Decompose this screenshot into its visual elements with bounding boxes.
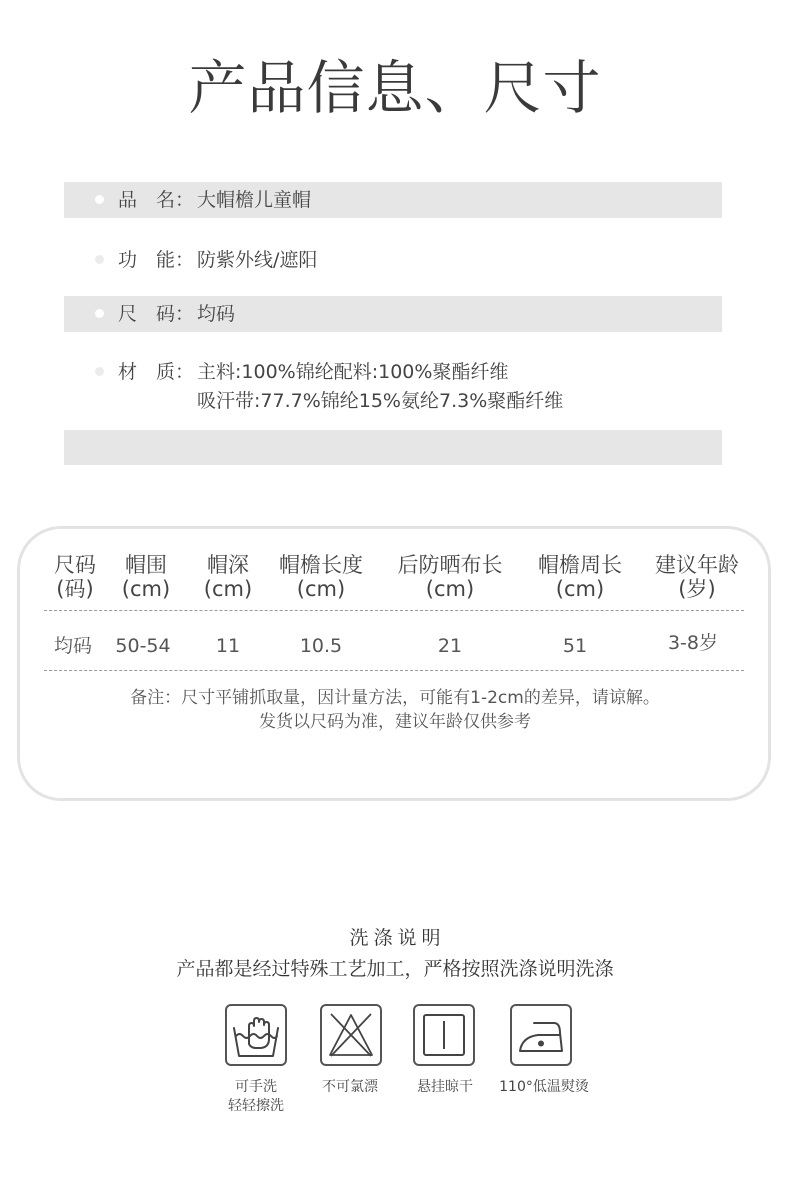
bullet-icon <box>95 367 104 376</box>
header-label: 帽深 <box>207 553 249 577</box>
table-cell: 51 <box>562 635 588 657</box>
care-label-line: 可手洗 <box>235 1079 277 1095</box>
info-label: 功 能： <box>118 249 195 271</box>
bullet-icon <box>95 255 104 264</box>
care-label <box>479 1078 609 1097</box>
header-unit: (cm) <box>555 577 605 601</box>
care-title: 洗涤说明 <box>349 927 446 949</box>
no-bleach-icon <box>320 1004 382 1066</box>
table-cell: 21 <box>437 635 463 657</box>
table-header-cell <box>642 553 752 601</box>
low-iron-icon <box>510 1004 572 1066</box>
table-header-cell <box>525 553 635 601</box>
table-cell: 11 <box>215 635 241 657</box>
bullet-icon <box>95 309 104 318</box>
table-cell: 10.5 <box>299 635 343 657</box>
info-value: 主料:100%锦纶配料:100%聚酯纤维 <box>197 361 509 383</box>
info-label: 尺 码： <box>118 303 195 325</box>
header-unit: (码) <box>56 577 94 601</box>
table-header-cell <box>266 553 376 601</box>
table-cell: 3-8岁 <box>667 632 719 654</box>
table-note: 发货以尺码为准，建议年龄仅供参考 <box>259 712 531 732</box>
care-label-line: 悬挂晾干 <box>417 1079 473 1095</box>
info-value: 均码 <box>197 303 236 325</box>
info-value: 防紫外线/遮阳 <box>197 249 318 271</box>
info-label: 材 质： <box>118 361 195 383</box>
info-label: 品 名： <box>118 189 195 211</box>
table-divider <box>44 670 744 671</box>
header-unit: (岁) <box>678 577 716 601</box>
bullet-icon <box>95 195 104 204</box>
table-note: 备注：尺寸平铺抓取量，因计量方法，可能有1-2cm的差异，请谅解。 <box>130 688 660 708</box>
info-row-function <box>0 242 790 278</box>
header-unit: (cm) <box>203 577 253 601</box>
care-label-line: 轻轻擦洗 <box>228 1098 284 1114</box>
header-unit: (cm) <box>121 577 171 601</box>
header-unit: (cm) <box>425 577 475 601</box>
header-label: 建议年龄 <box>655 553 739 577</box>
header-label: 后防晒布长 <box>397 553 503 577</box>
care-label-line: 不可氯漂 <box>322 1079 378 1095</box>
info-row-name <box>0 182 790 218</box>
hand-wash-icon <box>225 1004 287 1066</box>
info-value-line2: 吸汗带:77.7%锦纶15%氨纶7.3%聚酯纤维 <box>197 390 564 412</box>
header-label: 帽檐周长 <box>538 553 622 577</box>
care-label-line: 110°低温熨烫 <box>499 1079 589 1095</box>
table-cell: 50-54 <box>115 635 171 657</box>
info-row-material <box>0 354 790 412</box>
table-header-cell <box>390 553 510 601</box>
page-title: 产品信息、尺寸 <box>188 54 602 122</box>
table-divider <box>44 610 744 611</box>
info-row-size <box>0 296 790 332</box>
table-cell: 均码 <box>53 635 92 657</box>
header-label: 帽檐长度 <box>279 553 363 577</box>
info-band-empty <box>64 430 722 465</box>
header-label: 尺码 <box>54 553 96 577</box>
info-value: 大帽檐儿童帽 <box>197 189 312 211</box>
hang-dry-icon <box>413 1004 475 1066</box>
care-subtitle: 产品都是经过特殊工艺加工，严格按照洗涤说明洗涤 <box>176 958 614 980</box>
header-label: 帽围 <box>125 553 167 577</box>
header-unit: (cm) <box>296 577 346 601</box>
